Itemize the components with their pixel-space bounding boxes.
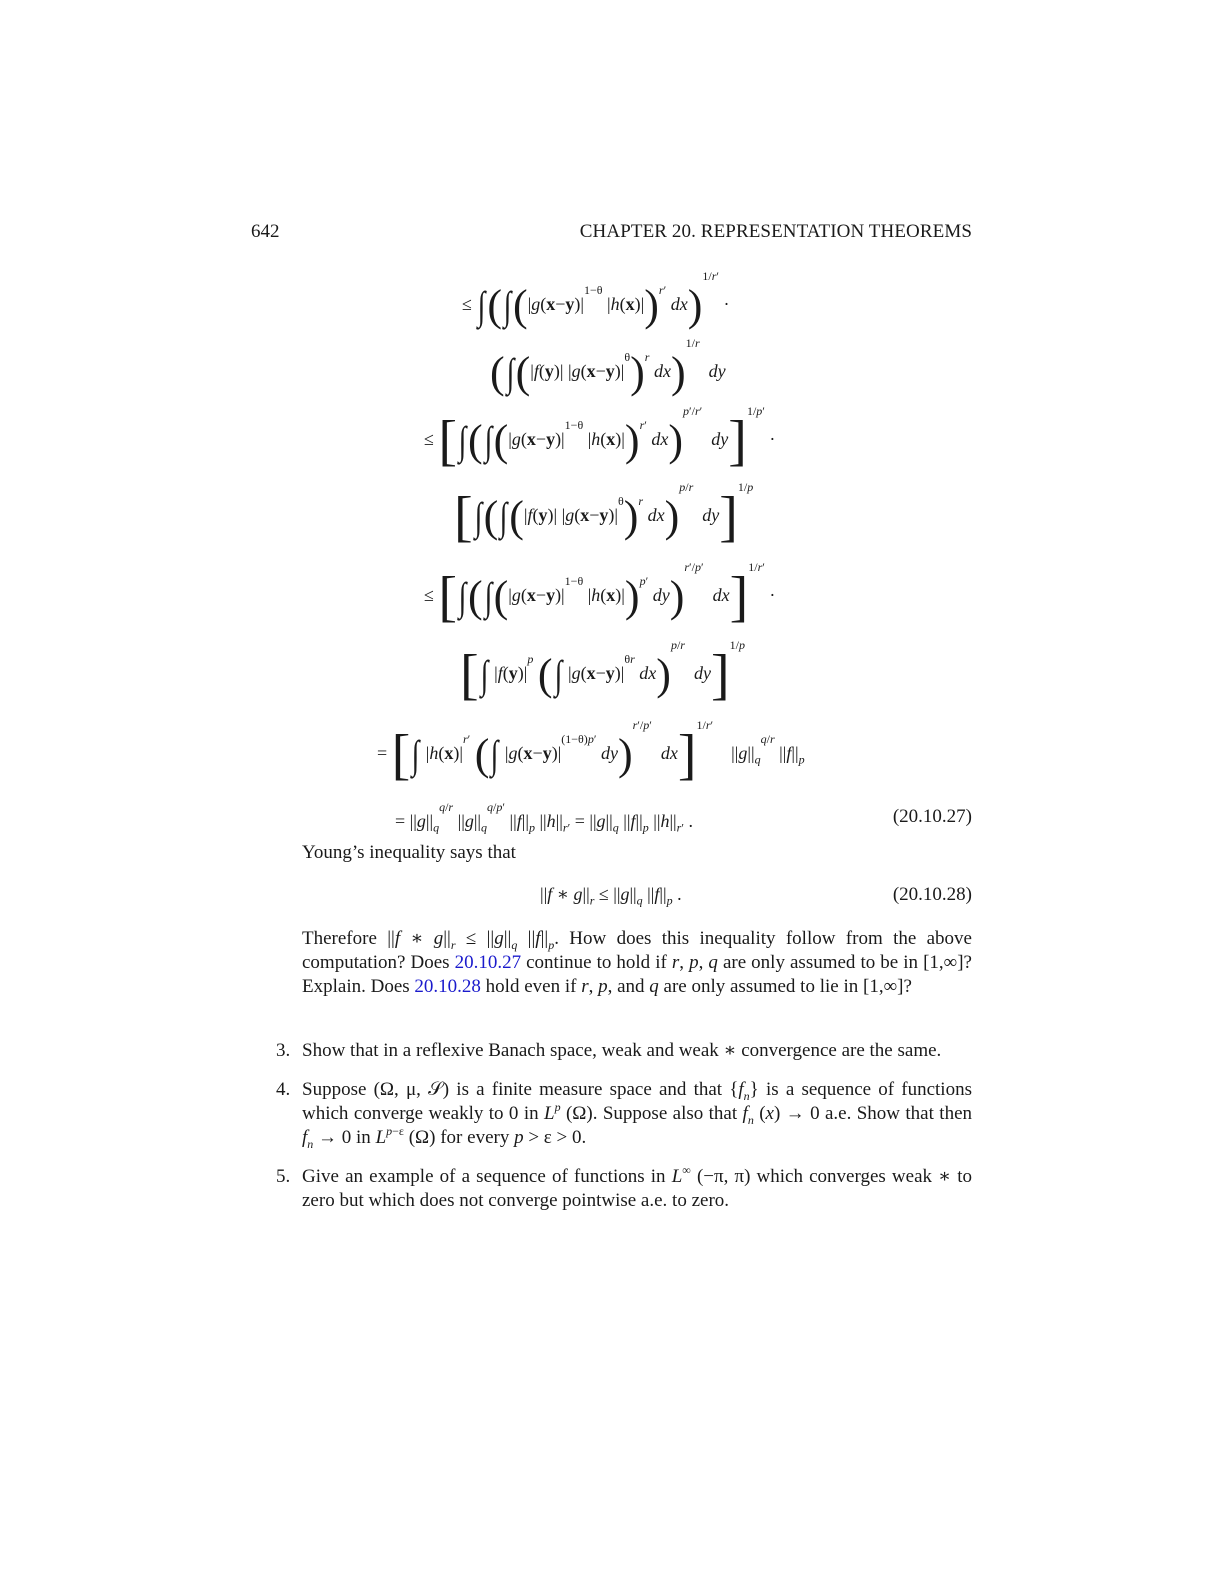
equation-line-6: [∫ $|f(y)|^p$ (∫ $|g(x-y)|^{\theta r}$ dx)$^{p/r}$ dy]$^{1/p}$ (460, 638, 745, 706)
link-eq-28[interactable]: 20.10.28 (414, 976, 481, 997)
question-text-5: hold even if (485, 976, 577, 997)
question-paragraph: Therefore ||f ∗ $g||_r \le ||g||_q$ $||f||_p$. How does this inequality follow from the above computation? Does 20.10.27 continue to hold if r, p, q are only assumed to be in [1,∞]? Explain. Does 20.10.28 hold even if r, p, and q are only assumed to lie in [1,∞]? (302, 928, 972, 997)
equation-line-5: ≤ [$\int(\int(|g(x-y)|^{1-\theta}$ |h(x)|)$^{p'}$ dy)$^{r'/p'}$ dx]$^{1/r'}$ · (424, 560, 776, 628)
equation-number-27: (20.10.27) (892, 806, 972, 827)
question-text-2: continue to hold if (526, 952, 667, 973)
exercise-3 (276, 1039, 972, 1063)
page-number: 642 (251, 221, 280, 242)
exercise-number: 4. (276, 1079, 291, 1100)
link-eq-27[interactable]: 20.10.27 (454, 952, 522, 973)
equation-28: ||f ∗ $g||_r \le ||g||_q$ $||f||_p$ . (540, 884, 682, 908)
exercise-number: 5. (276, 1166, 291, 1187)
exercise-text: Show that in a reflexive Banach space, weak and weak ∗ convergence are the same. (302, 1040, 942, 1061)
equation-line-3: ≤ [$\int(\int(|g(x-y)|^{1-\theta}$ |h(x)|)$^{r'}$ dx)$^{p'/r'}$ dy]$^{1/p'}$ · (424, 404, 776, 472)
equation-line-7: = [∫ $|h(x)|^{r'}$ (∫ $|g(x-y)|^{(1-\theta)p'}$ dy)$^{r'/p'}$ dx]$^{1/r'}$ $||g||_q^{q/r}$ $||f||_p$ (377, 718, 805, 786)
equation-line-1: ≤ $\int(\int(|g(x-y)|^{1-\theta}$ |h(x)|)$^{r'}$ dx)$^{1/r'}$ · (462, 269, 730, 330)
question-text-1: How does this inequality follow from the above computation? (302, 928, 972, 973)
chapter-title: CHAPTER 20. REPRESENTATION THEOREMS (579, 221, 972, 242)
exercise-4 (276, 1078, 972, 1150)
question-text-4: Explain. (302, 976, 366, 997)
equation-number-28: (20.10.28) (892, 884, 972, 905)
equation-line-2: (∫(|f(y)| $|g(x-y)|^\theta)^r$ dx)$^{1/r}$ dy (490, 336, 726, 397)
exercise-text: Suppose (Ω, μ, 𝒮) is a finite measure space and that $\{f_n\}$ is a sequence of functions which converge weakly to 0 in $L^p$ (Ω). Suppose also that $f_n$ (x) → 0 a.e. Show that then $f_n \to 0$ in $L^{p-\varepsilon}$ (Ω) for every p > ε > 0. (302, 1079, 972, 1151)
equation-line-4: [∫(∫(|f(y)| $|g(x-y)|^\theta)^r$ dx)$^{p/r}$ dy]$^{1/p}$ (454, 480, 754, 548)
exercise-5 (276, 1165, 972, 1213)
equation-line-8: = $||g||_q^{q/r}$ $||g||_q^{q/p'}$ $||f||_p$ $||h||_{r'} = ||g||_q$ $||f||_p$ $||h||_{r'}$ . (395, 800, 693, 835)
question-text-3: are only assumed to be in (722, 952, 919, 973)
exercise-number: 3. (276, 1040, 291, 1061)
exercise-text: Give an example of a sequence of functions in L∞ (−π, π) which converges weak ∗ to zero but which does not converge pointwise a.e. to zero. (302, 1163, 972, 1211)
youngs-intro: Young’s inequality says that (302, 842, 516, 863)
question-text-6: are only assumed to lie in (663, 976, 859, 997)
